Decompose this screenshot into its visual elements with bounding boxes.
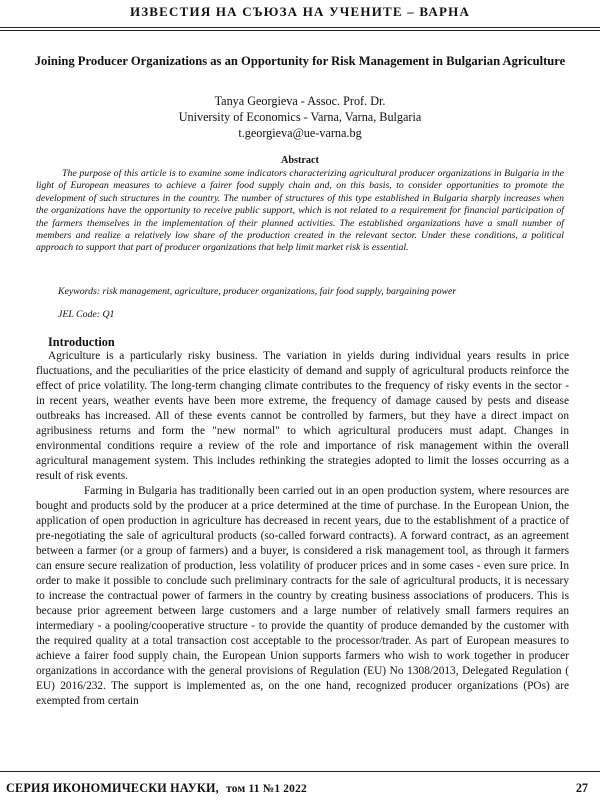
footer-series-name: СЕРИЯ ИКОНОМИЧЕСКИ НАУКИ, — [6, 781, 219, 795]
abstract-text: The purpose of this article is to examine some indicators characterizing agricultural producer organizations in Bulgaria in the light of European measures to achieve a fairer food supply chain and, on this basis, to consider opportunities to promote the development of such structures in the country. The number of structures of this type established in Bulgaria sharply increases when the organizations have the opportunity to receive public support, which is not related to a requirement for financial participation of the farmers themselves in the implementation of their planned activities. The established organizations have a small number of members and realize a relatively low share of the production created in the relevant sector. Under these conditions, a political approach to support that part of producer organizations that help limit market risk is essential. — [36, 168, 564, 254]
author-email: t.georgieva@ue-varna.bg — [238, 126, 362, 140]
author-affiliation: University of Economics - Varna, Varna, Bulgaria — [178, 110, 422, 124]
abstract-heading: Abstract — [281, 155, 319, 166]
paragraph: Agriculture is a particularly risky business. The variation in yields during individual years results in price fluctuations, and the peculiarities of the price elasticity of demand and supply of agricultural products reinforce the effect of price volatility. The long-term changing climate contributes to the frequency of risky events in the sector - in recent years, weather events have been more extreme, the frequency of damage caused by pests and disease outbreaks has increased. All of these events cannot be controlled by farmers, but they have a direct impact on agribusiness returns and form the "new normal" to which agricultural producers must adapt. Changes in environmental conditions require a review of the role and importance of risk management within the overall agricultural management system. This includes rethinking the strategies adopted to limit the losses occurring as a result of risk events. — [36, 350, 569, 482]
author-name: Tanya Georgieva - Assoc. Prof. Dr. — [214, 94, 386, 108]
footer-series — [6, 781, 307, 796]
section-heading-introduction: Introduction — [48, 335, 115, 349]
header-rule — [0, 27, 600, 31]
author-block — [30, 93, 570, 141]
keywords: Keywords: risk management, agriculture, producer organizations, fair food supply, bargaining power — [58, 286, 457, 297]
article-title: Joining Producer Organizations as an Opportunity for Risk Management in Bulgarian Agriculture — [34, 54, 566, 68]
page-number: 27 — [575, 781, 588, 795]
journal-header: ИЗВЕСТИЯ НА СЪЮЗА НА УЧЕНИТЕ – ВАРНА — [129, 4, 471, 19]
footer-rule — [0, 771, 600, 772]
jel-code: JEL Code: Q1 — [58, 309, 115, 320]
footer-volume: том 11 №1 2022 — [226, 783, 307, 795]
body-text — [36, 349, 569, 709]
paragraph: Farming in Bulgaria has traditionally been carried out in an open production system, where resources are bought and products sold by the producer at a price determined at the time of purchase. In the European Union, the application of open production in agriculture has decreased in recent years, due to the establishment of a practice of pre-negotiating the sale of agricultural products (so-called forward contracts). A forward contract, as an agreement between a farmer (or a group of farmers) and a buyer, is considered a risk management tool, as through it farmers can ensure secure realization of production, less volatility of producer prices and in some cases - even sure price. In order to make it possible to conclude such preliminary contracts for the sale of agricultural products, it is necessary to increase the contractual power of farmers in the country by creating business associations of producers. This is because prior agreement between large customers and a large number of relatively small farmers requires an intermediary - a pooling/cooperative structure - to provide the quantity of produce demanded by the customer with the required quality at a total transaction cost acceptable to the processor/trader. As part of European measures to achieve a fairer food supply chain, the European Union supports farmers who wish to work together in producer organizations in accordance with the general provisions of Regulation (EU) No 1308/2013, Delegated Regulation ( EU) 2016/232. The support is implemented as, on the one hand, recognized producer organizations (POs) are exempted from certain — [36, 485, 569, 707]
